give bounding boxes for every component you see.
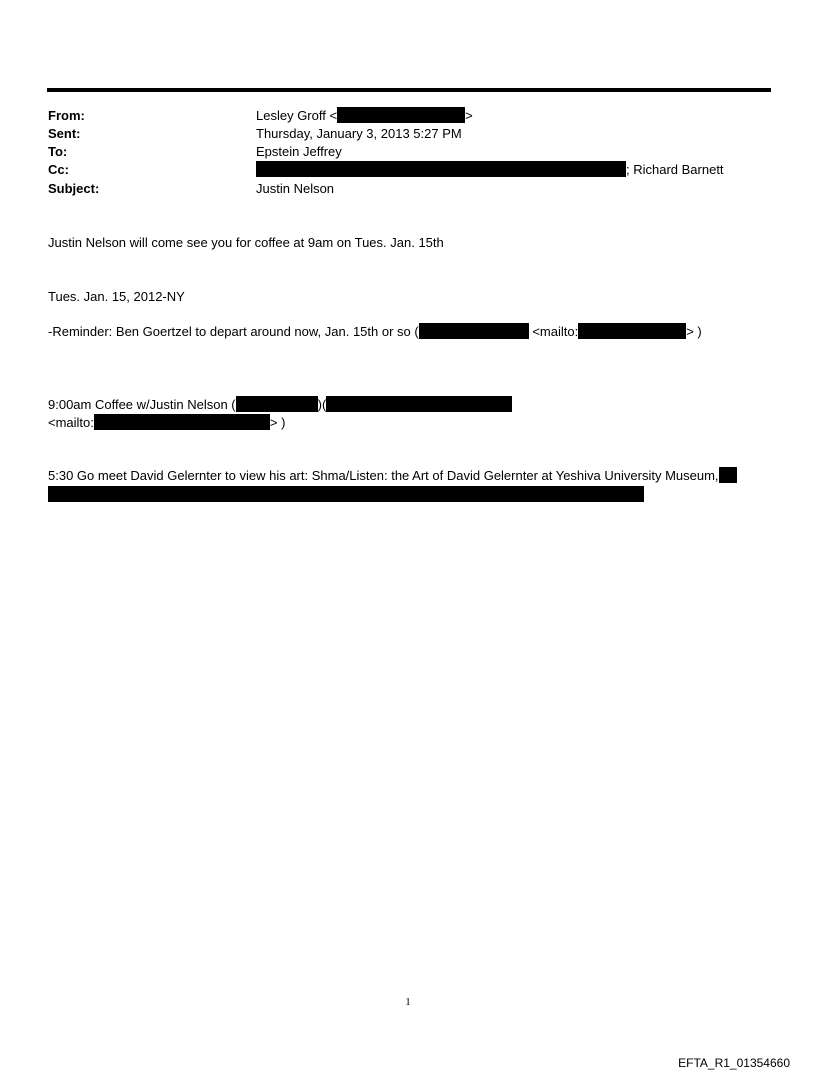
header-rule [47,88,771,92]
redaction-box [337,107,465,123]
coffee-text: 9:00am Coffee w/Justin Nelson ( [48,397,236,412]
redaction-box [419,323,529,339]
coffee-mailto-line [48,414,285,432]
coffee-close: > ) [269,415,286,430]
art-visit-line [48,467,737,485]
redaction-box [578,323,686,339]
sent-label: Sent: [48,126,81,141]
redaction-box [256,161,626,177]
to-value: Epstein Jeffrey [256,144,342,159]
coffee-line [48,396,512,414]
reminder-text: -Reminder: Ben Goertzel to depart around now, Jan. 15th or so ( [48,324,419,339]
from-close: > [465,108,473,123]
sent-value: Thursday, January 3, 2013 5:27 PM [256,126,462,141]
redaction-box [236,396,318,412]
coffee-mailto: <mailto: [48,415,94,430]
cc-text: ; Richard Barnett [626,162,724,177]
bates-number: EFTA_R1_01354660 [678,1056,790,1070]
cc-label: Cc: [48,162,69,177]
to-label: To: [48,144,68,159]
schedule-date-line: Tues. Jan. 15, 2012-NY [48,289,185,304]
body-intro-line: Justin Nelson will come see you for coffee at 9am on Tues. Jan. 15th [48,235,444,250]
from-name: Lesley Groff < [256,108,338,123]
subject-value: Justin Nelson [256,181,335,196]
redaction-box [94,414,270,430]
redaction-box [326,396,512,412]
subject-label: Subject: [48,181,100,196]
page-number: 1 [405,996,411,1008]
reminder-mailto: <mailto: [528,324,579,339]
redaction-box [48,486,644,502]
cc-value [256,161,724,179]
redaction-box [719,467,737,483]
reminder-line [48,323,702,341]
from-value [256,107,473,125]
art-visit-text: 5:30 Go meet David Gelernter to view his art: Shma/Listen: the Art of David Gelernter at Yeshiva University Museum, [48,468,719,483]
reminder-close: > ) [686,324,702,339]
from-label: From: [48,108,85,123]
coffee-paren: )( [317,397,327,412]
